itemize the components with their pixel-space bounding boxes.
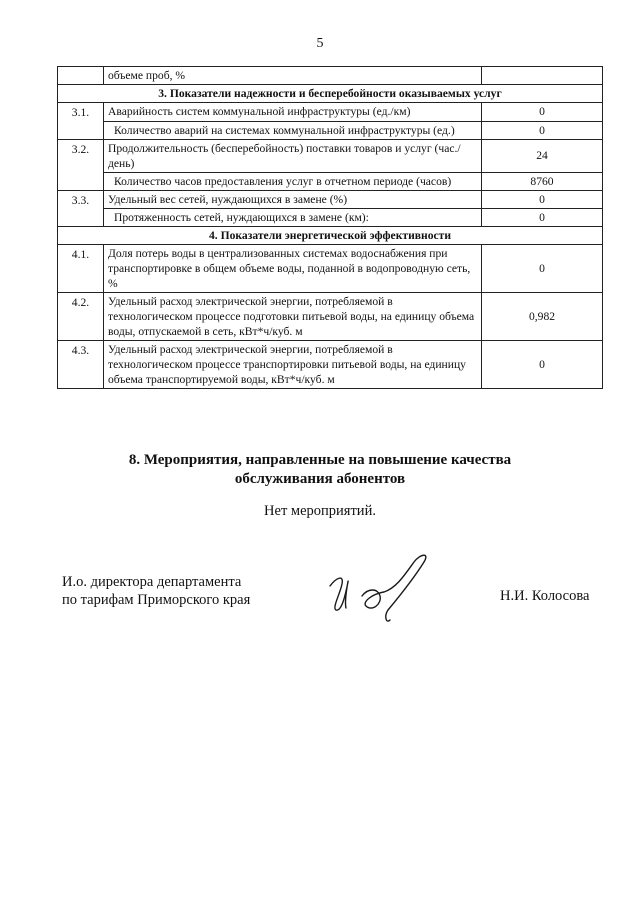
signer-name: Н.И. Колосова <box>500 588 590 604</box>
indicator-text: Удельный вес сетей, нуждающихся в замене (%) <box>104 190 482 209</box>
row-number <box>58 121 104 139</box>
row-number: 4.3. <box>58 341 104 389</box>
section-title: 4. Показатели энергетической эффективности <box>58 227 603 245</box>
indicator-value: 0 <box>482 209 603 227</box>
indicator-value: 0,982 <box>482 293 603 341</box>
section-title: 3. Показатели надежности и бесперебойности оказываемых услуг <box>58 85 603 103</box>
row-number: 4.2. <box>58 293 104 341</box>
indicator-text: Продолжительность (бесперебойность) поставки товаров и услуг (час./день) <box>104 139 482 172</box>
indicator-text: Количество часов предоставления услуг в отчетном периоде (часов) <box>104 172 482 190</box>
handwritten-signature <box>322 548 442 628</box>
indicator-value: 24 <box>482 139 603 172</box>
table-row <box>58 67 603 85</box>
table-row <box>58 245 603 293</box>
signer-title <box>62 573 250 609</box>
indicator-text: Доля потерь воды в централизованных системах водоснабжения при транспортировке в общем объеме воды, поданной в водопроводную сеть, % <box>104 245 482 293</box>
section-row <box>58 227 603 245</box>
table-row <box>58 139 603 172</box>
table-row <box>58 209 603 227</box>
row-number: 3.2. <box>58 139 104 172</box>
indicator-text: Аварийность систем коммунальной инфраструктуры (ед./км) <box>104 103 482 122</box>
heading-line: 8. Мероприятия, направленные на повышение качества <box>128 452 512 468</box>
table-row <box>58 341 603 389</box>
indicator-value <box>482 67 603 85</box>
table-row <box>58 293 603 341</box>
row-number <box>58 172 104 190</box>
row-number <box>58 67 104 85</box>
row-number: 3.3. <box>58 190 104 209</box>
indicator-text: объеме проб, % <box>104 67 482 85</box>
page-number: 5 <box>316 36 324 51</box>
indicator-value: 0 <box>482 103 603 122</box>
table-row <box>58 103 603 122</box>
section-8-heading <box>0 451 640 489</box>
row-number: 3.1. <box>58 103 104 122</box>
indicators-table <box>57 66 603 389</box>
indicator-value: 0 <box>482 245 603 293</box>
row-number <box>58 209 104 227</box>
indicator-value: 8760 <box>482 172 603 190</box>
signer-title-line: по тарифам Приморского края <box>62 592 251 608</box>
indicator-text: Удельный расход электрической энергии, потребляемой в технологическом процессе транспортировки питьевой воды, на единицу объема транспортируемой воды, кВт*ч/куб. м <box>104 341 482 389</box>
section-row <box>58 85 603 103</box>
indicator-value: 0 <box>482 341 603 389</box>
signer-title-line: И.о. директора департамента <box>62 574 242 590</box>
table-row <box>58 172 603 190</box>
no-measures-text: Нет мероприятий. <box>264 503 376 519</box>
table-row <box>58 190 603 209</box>
indicator-text: Количество аварий на системах коммунальной инфраструктуры (ед.) <box>104 121 482 139</box>
indicator-value: 0 <box>482 190 603 209</box>
table-row <box>58 121 603 139</box>
indicator-text: Протяженность сетей, нуждающихся в замене (км): <box>104 209 482 227</box>
heading-line: обслуживания абонентов <box>234 471 406 487</box>
row-number: 4.1. <box>58 245 104 293</box>
indicator-value: 0 <box>482 121 603 139</box>
indicator-text: Удельный расход электрической энергии, потребляемой в технологическом процессе подготовки питьевой воды, на единицу объема воды, отпускаемой в сеть, кВт*ч/куб. м <box>104 293 482 341</box>
